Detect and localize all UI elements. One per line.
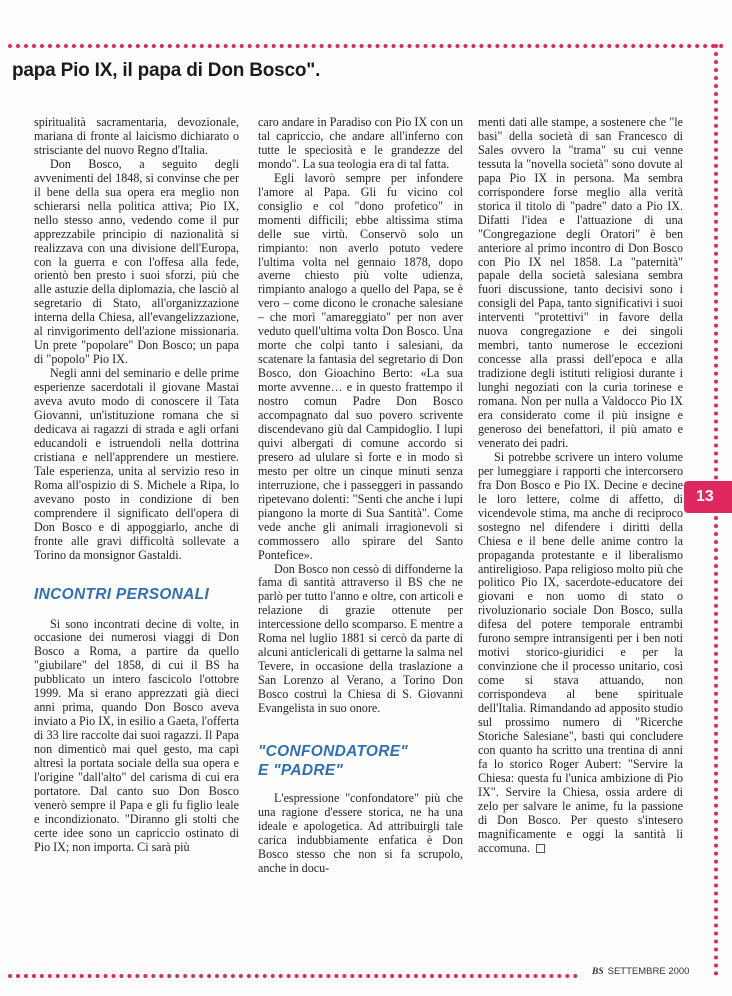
section-title-line: "CONFONDATORE" [258,742,409,760]
paragraph: Negli anni del seminario e delle prime esperienze sacerdotali il giovane Mastai aveva avuto modo di conoscere il Tata Giovanni, un'istituzione romana che si dedicava ai ragazzi di strada e agli orfani educandoli e istruendoli nella dottrina cristiana e nell'apprendere un mestiere. Tale esperienza, unita al servizio reso in Roma all'ospizio di S. Michele a Ripa, lo avevano posto in condizione di ben comprendere il significato dell'opera di Don Bosco e di appoggiarlo, anche di fronte alle gravi difficoltà sollevate a Torino da monsignor Gastaldi. [34,366,239,562]
page-number-tab: 13 [684,481,732,513]
section-title-line: E "PADRE" [258,761,344,779]
paragraph: menti dati alle stampe, a sostenere che "le basi" della società di san Francesco di Sales ovvero la "trama" su cui venne tessuta la "novella società" sono dovute al papa Pio IX in persona. Ma sembra corrispondere forse meglio alla verità storica il titolo di "padre" dato a Pio IX. Difatti l'idea e l'attuazione di una "Congregazione degli Oratori" è ben anteriore al primo incontro di Don Bosco con Pio IX nel 1858. La "paternità" papale della società salesiana sembra fuori discussione, tanto decisivi sono i consigli del Papa, tanto significativi i suoi interventi "protettivi" in favore della nuova congregazione e dei singoli membri, tanto numerose le eccezioni concesse alla prassi dell'epoca e alla tradizione degli istituti religiosi durante i lunghi negoziati con la curia torinese e romana. Non per nulla a Valdocco Pio IX era considerato come il più insigne e generoso dei benefattori, il più amato e venerato dei padri. [478,115,683,450]
paragraph [478,451,683,856]
paragraph: Don Bosco non cessò di diffonderne la fama di santità attraverso il BS che ne parlò per tutto l'anno e oltre, con articoli e relazione di grazie ottenute per intercessione dello scomparso. E mentre a Roma nel luglio 1881 si cercò da parte di alcuni anticlericali di gettarne la salma nel Tevere, in occasione della traslazione a San Lorenzo al Verano, a Torino Don Bosco costruì la Chiesa di S. Giovanni Evangelista in suo onore. [258,561,463,716]
paragraph: L'espressione "confondatore" più che una ragione d'essere storica, ne ha una ideale e apologetica. Ad attribuirgli tale carica indubbiamente enfatica è Don Bosco stesso che non si fa scrupolo, anche in docu- [258,790,463,875]
paragraph: spiritualità sacramentaria, devozionale, mariana di fronte al laicismo dichiarato o strisciante del nuovo Regno d'Italia. [34,115,239,157]
right-dotted-rule-lower [714,516,718,976]
paragraph: Don Bosco, a seguito degli avvenimenti del 1848, si convinse che per il bene della sua opera era meglio non schierarsi nella politica attiva; Pio IX, nello stesso anno, vedendo come il pur apprezzabile principio di nazionalità si realizzava con una divisione dell'Europa, con la guerra e con l'offesa alla fede, orientò ben presto i suoi sforzi, più che alle astuzie della diplomazia, che lasciò al segretario di Stato, all'organizzazione interna della Chiesa, all'evangelizzazione, al rinvigorimento dell'azione missionaria. Un prete "popolare" Don Bosco; un papa di "popolo" Pio IX. [34,156,239,367]
paragraph: Si sono incontrati decine di volte, in occasione dei numerosi viaggi di Don Bosco a Roma, a partire da quello "giubilare" del 1858, di cui il BS ha pubblicato un intero fascicolo l'ottobre 1999. Ma si erano apprezzati già dieci anni prima, quando Don Bosco aveva inviato a Pio IX, in esilio a Gaeta, l'offerta di 33 lire raccolte dai suoi ragazzi. Il Papa non dimenticò mai quel gesto, ma capì altresì la portata sociale della sua opera e l'origine "dall'alto" del carisma di cui era portatore. Dal canto suo Don Bosco venerò sempre il Papa e gli fu figlio leale e incondizionato. "Diranno gli stolti che certe idee sono un capriccio ostinato di Pio IX; non importa. Ci sarà più [34,616,239,854]
text-column-1 [34,116,239,855]
bottom-dotted-rule [8,974,578,978]
page-footer [592,966,689,977]
text-column-3 [478,116,683,856]
article-heading-line: papa Pio IX, il papa di Don Bosco". [12,60,321,81]
section-title-confondatore-e-padre [258,742,463,780]
footer-magazine-name: BS [592,967,604,977]
paragraph: caro andare in Paradiso con Pio IX con un tal capriccio, che andare all'inferno con tutte le speciosità e le grandezze del mondo". La sua teologia era di tal fatta. [258,115,463,171]
top-dotted-rule [8,44,724,48]
section-title-incontri-personali: INCONTRI PERSONALI [34,585,210,603]
right-dotted-rule-upper [714,44,718,480]
end-of-article-square-icon [536,844,545,853]
footer-issue-date: SETTEMBRE 2000 [607,966,690,977]
text-column-2 [258,116,463,876]
paragraph-text: Si potrebbe scrivere un intero volume per lumeggiare i rapporti che intercorsero fra Don Bosco e Pio IX. Decine e decine le loro lettere, colme di affetto, di vicendevole stima, ma anche di reciproco sostegno nel difendere i diritti della Chiesa e il bene delle anime contro la propaganda protestante e il liberalismo antireligioso. Papa religioso molto più che politico Pio IX, sacerdote-educatore dei giovani e non uomo di stato o rivoluzionario sociale Don Bosco, sulla difesa del potere temporale entrambi furono sempre intransigenti per i ben noti motivi storico-giuridici e per la convinzione che il processo unitario, così come si stava attuando, non corrispondeva al bene spirituale dell'Italia. Rimandando ad apposito studio sul prossimo numero di "Ricerche Storiche Salesiane", basti qui concludere con quanto ha scritto una trentina di anni fa lo storico Roger Aubert: "Servire la Chiesa: questa fu l'unica ambizione di Pio IX". Servire la Chiesa, ossia ardere di zelo per salvare le anime, fu la passione di Don Bosco. Per questo s'intesero magnificamente e oggi la santità li accomuna. [478,449,683,855]
paragraph: Egli lavorò sempre per infondere l'amore al Papa. Gli fu vicino col consiglio e col "dono profetico" in momenti difficili; ebbe altissima stima delle sue virtù. Conservò solo un rimpianto: non averlo potuto vedere l'ultima volta nel gennaio 1878, dopo averne chiesto più volte udienza, rimpianto analogo a quello del Papa, se è vero – come dicono le cronache salesiane – che morì "amareggiato" per non aver veduto quell'ultima volta Don Bosco. Una morte che colpì tanto i salesiani, da scatenare la fantasia del segretario di Don Bosco, don Gioachino Berto: «La sua morte avvenne… e in questo frattempo il nostro comun Padre Don Bosco accompagnato dal suo povero scrivente discendevano giù dal Campidoglio. I lupi quivi albergati di comune accordo si presero ad ululare sì forte e in modo sì mesto per oltre un cinque minuti senza interruzione, che i passeggeri in passando ripetevano dolenti: "Senti che anche i lupi piangono la morte di Sua Santità". Come vede anche gli animali irragionevoli si commossero allo spirare del Santo Pontefice». [258,170,463,562]
